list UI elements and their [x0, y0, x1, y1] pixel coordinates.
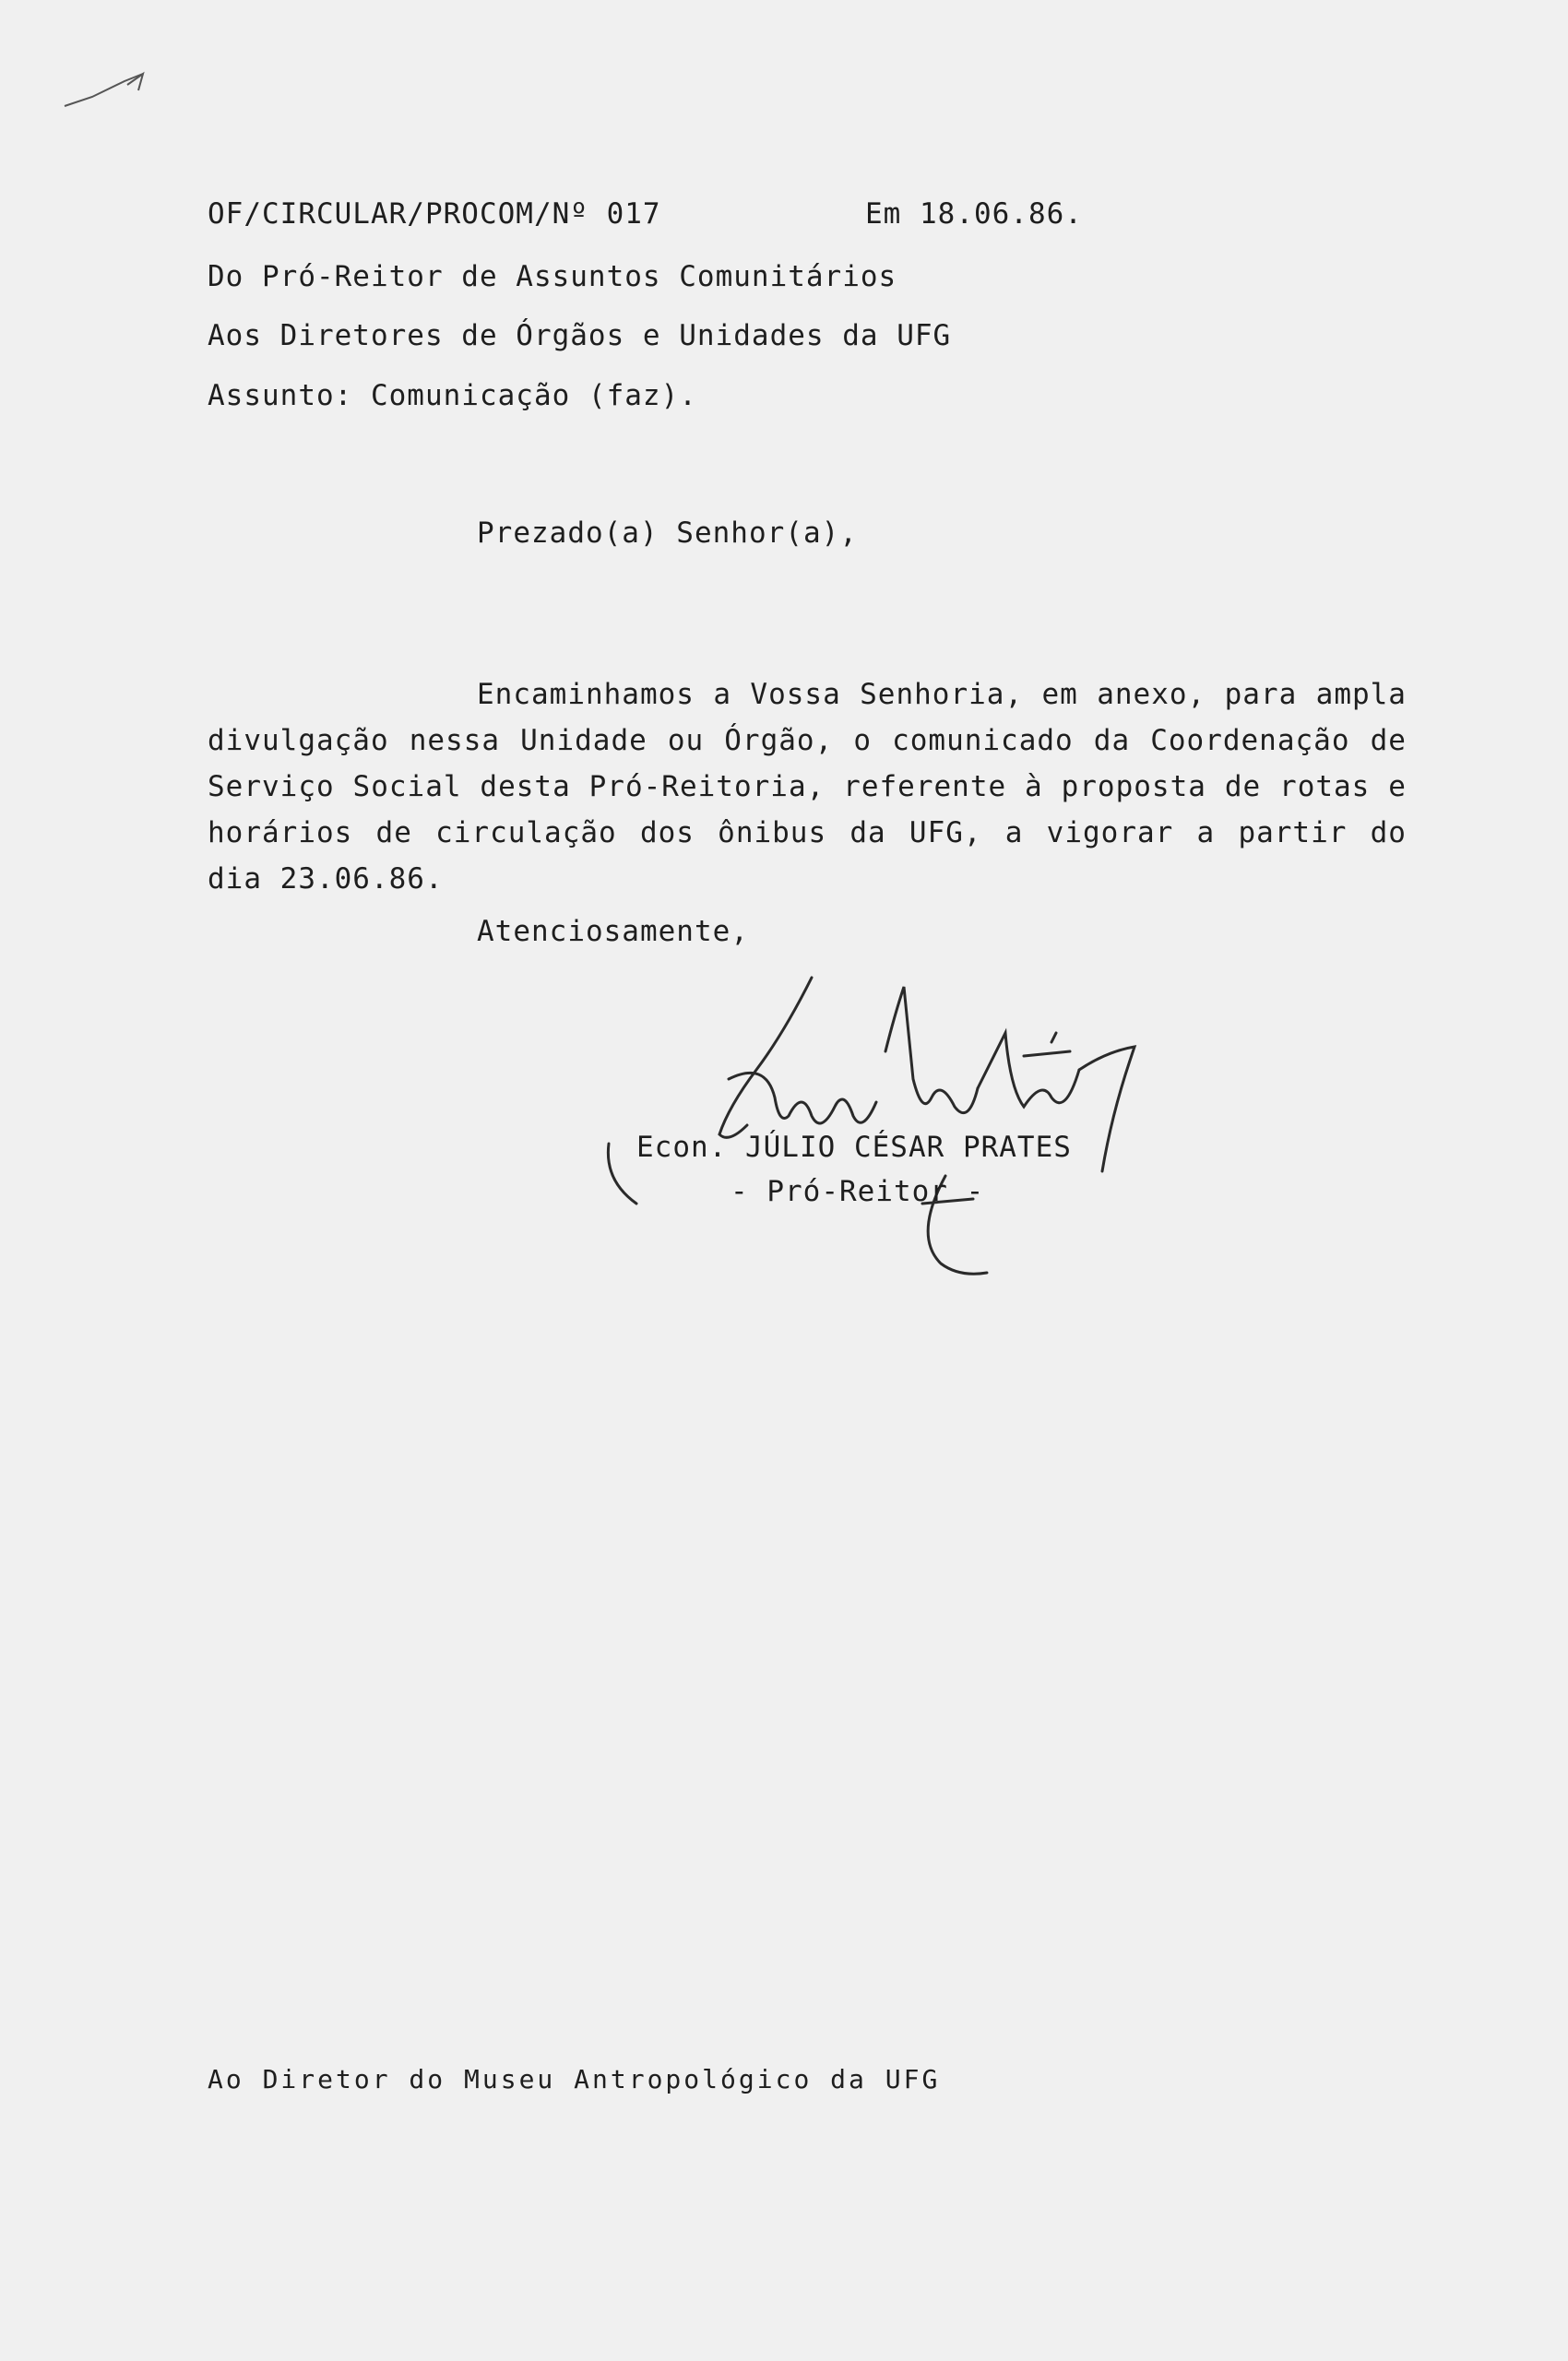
subject-line: Assunto: Comunicação (faz). — [208, 379, 697, 412]
body-line: Serviço Social desta Pró-Reitoria, referente à proposta de rotas e — [208, 770, 1407, 803]
salutation: Prezado(a) Senhor(a), — [477, 516, 858, 550]
signatory-name: Econ. JÚLIO CÉSAR PRATES — [636, 1131, 1072, 1164]
recipients-line: Aos Diretores de Órgãos e Unidades da UFG — [208, 319, 952, 352]
corner-pen-mark — [55, 65, 166, 120]
body-line: divulgação nessa Unidade ou Órgão, o comunicado da Coordenação de — [208, 724, 1407, 757]
handwritten-signature — [590, 959, 1162, 1291]
sender-line: Do Pró-Reitor de Assuntos Comunitários — [208, 260, 897, 293]
addressee-footer: Ao Diretor do Museu Antropológico da UFG — [208, 2064, 941, 2094]
closing: Atenciosamente, — [477, 915, 749, 948]
reference-number: OF/CIRCULAR/PROCOM/Nº 017 — [208, 197, 661, 231]
document-date: Em 18.06.86. — [865, 197, 1083, 231]
body-paragraph — [208, 671, 1407, 902]
body-line: dia 23.06.86. — [208, 862, 444, 896]
body-line: Encaminhamos a Vossa Senhoria, em anexo, para ampla — [477, 678, 1407, 711]
signatory-title: - Pró-Reitor - — [731, 1175, 985, 1208]
body-line: horários de circulação dos ônibus da UFG, a vigorar a partir do — [208, 816, 1407, 849]
